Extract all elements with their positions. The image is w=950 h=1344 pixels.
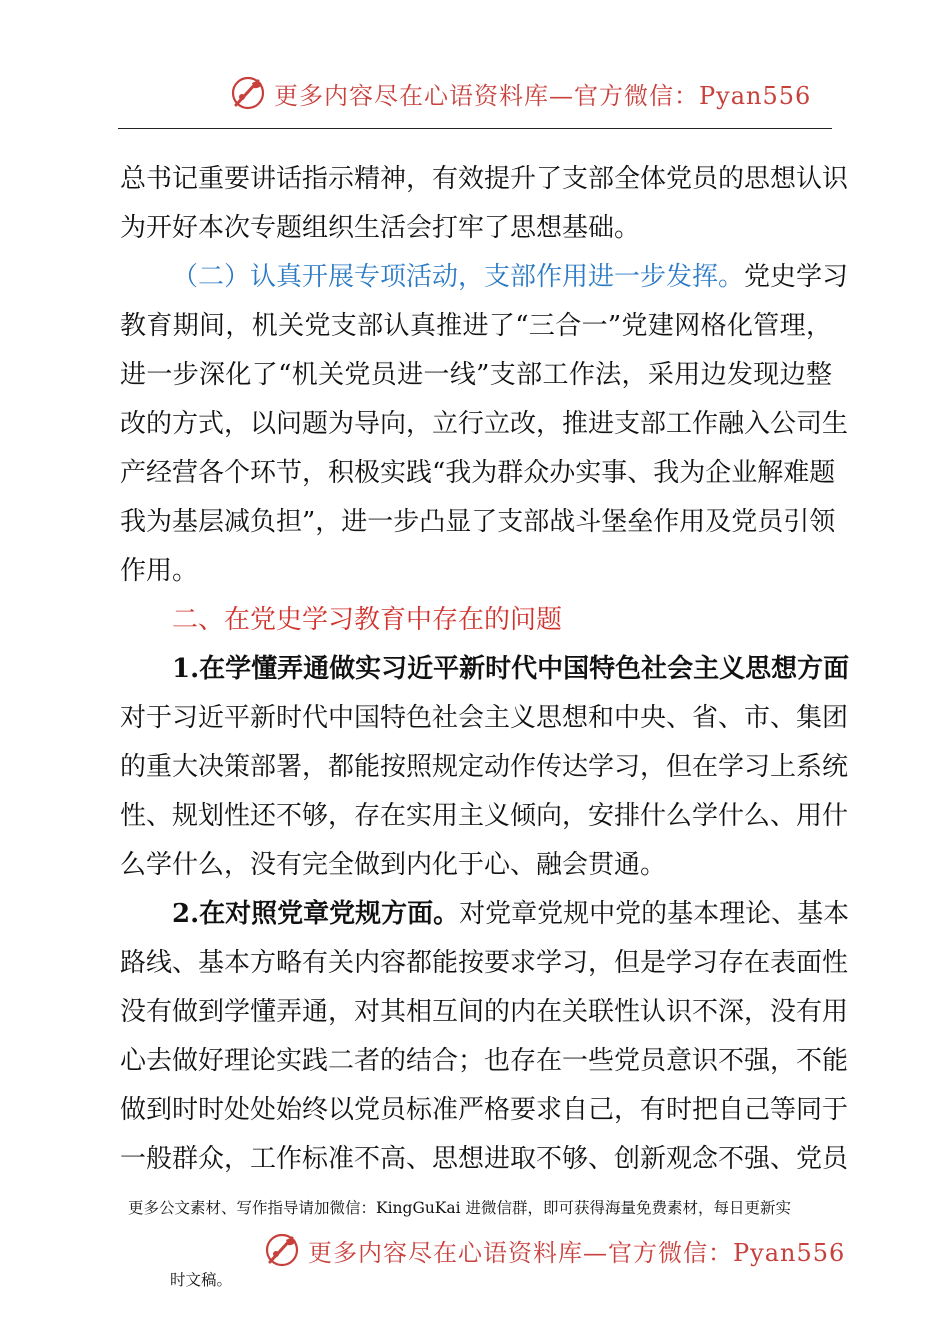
paragraph-line: 总书记重要讲话指示精神，有效提升了支部全体党员的思想认识 (120, 164, 849, 194)
footer-banner (262, 1230, 845, 1270)
paragraph-line: 性、规划性还不够，存在实用主义倾向，安排什么学什么、用什 (120, 801, 849, 831)
paragraph-line (120, 890, 850, 939)
paragraph-line: 路线、基本方略有关内容都能按要求学习，但是学习存在表面性 (120, 948, 849, 978)
paragraph-line: 一般群众，工作标准不高、思想进取不够、创新观念不强、党员 (120, 1144, 849, 1174)
subheading-1: 1.在学懂弄通做实习近平新时代中国特色社会主义思想方面 (172, 654, 850, 684)
footer-note: 更多公文素材、写作指导请加微信：KingGuKai 进微信群，即可获得海量免费素材，每日更新实 (128, 1199, 792, 1217)
paragraph-line: 对于习近平新时代中国特色社会主义思想和中央、省、市、集团 (120, 703, 849, 733)
header-banner-text: 更多内容尽在心语资料库—官方微信：Pyan556 (274, 81, 812, 110)
paragraph-text: 党史学习 (744, 262, 849, 292)
paragraph-line: 为开好本次专题组织生活会打牢了思想基础。 (120, 213, 641, 243)
paragraph-text: 对党章党规中党的基本理论、基本 (459, 899, 850, 929)
header-banner (228, 72, 811, 114)
paragraph-line: 作用。 (120, 556, 199, 586)
paragraph-line: 做到时时处处始终以党员标准严格要求自己，有时把自己等同于 (120, 1095, 849, 1125)
paragraph-line: 改的方式，以问题为导向，立行立改，推进支部工作融入公司生 (120, 409, 849, 439)
paragraph-line: 心去做好理论实践二者的结合；也存在一些党员意识不强，不能 (120, 1046, 849, 1076)
paragraph-line: 的重大决策部署，都能按照规定动作传达学习，但在学习上系统 (120, 752, 849, 782)
subheading-2: 2.在对照党章党规方面。 (172, 899, 460, 929)
paragraph-line: 进一步深化了“机关党员进一线”支部工作法，采用边发现边整 (120, 360, 832, 390)
paragraph-line: 没有做到学懂弄通，对其相互间的内在关联性认识不深，没有用 (120, 997, 849, 1027)
header-divider (118, 128, 832, 129)
footer-banner-text: 更多内容尽在心语资料库—官方微信：Pyan556 (308, 1238, 846, 1267)
paragraph-line (120, 253, 849, 302)
document-body (120, 155, 850, 1184)
chapter-heading: 二、在党史学习教育中存在的问题 (172, 605, 563, 635)
paragraph-line: 产经营各个环节，积极实践“我为群众办实事、我为企业解难题 (120, 458, 836, 488)
footer-tail: 时文稿。 (170, 1271, 233, 1289)
paragraph-line: 教育期间，机关党支部认真推进了“三合一”党建网格化管理， (120, 311, 832, 341)
section-heading-2: （二）认真开展专项活动，支部作用进一步发挥。 (172, 262, 745, 292)
paragraph-line: 么学什么，没有完全做到内化于心、融会贯通。 (120, 850, 667, 880)
pen-logo-icon (228, 73, 268, 113)
pen-logo-icon (262, 1230, 302, 1270)
paragraph-line: 我为基层减负担”，进一步凸显了支部战斗堡垒作用及党员引领 (120, 507, 836, 537)
